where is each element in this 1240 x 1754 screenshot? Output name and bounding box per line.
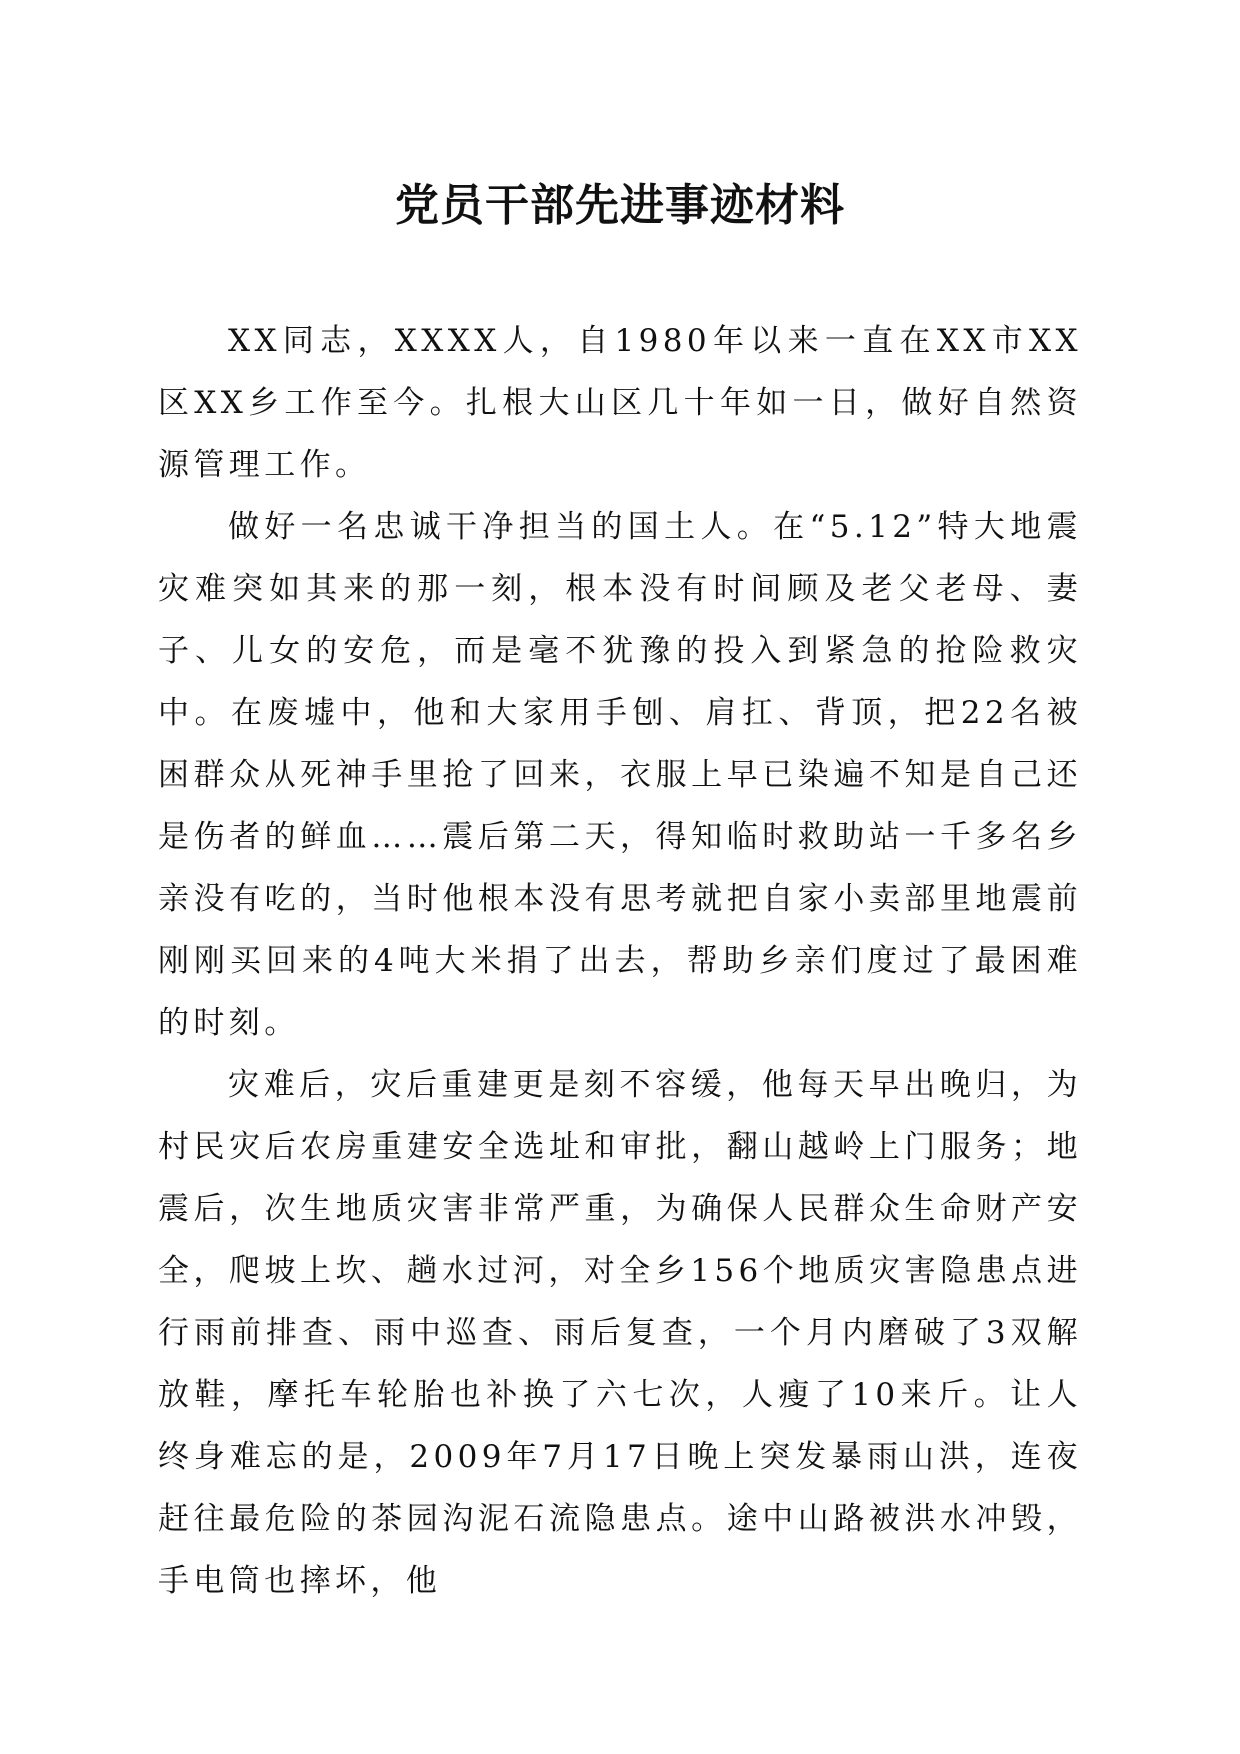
paragraph-reconstruction: 灾难后，灾后重建更是刻不容缓，他每天早出晚归，为村民灾后农房重建安全选址和审批，翻山越岭上门服务；地震后，次生地质灾害非常严重，为确保人民群众生命财产安全，爬坡上坎、趟水过河，对全乡156个地质灾害隐患点进行雨前排查、雨中巡查、雨后复查，一个月内磨破了3双解放鞋，摩托车轮胎也补换了六七次，人瘦了10来斤。让人终身难忘的是，2009年7月17日晚上突发暴雨山洪，连夜赶往最危险的茶园沟泥石流隐患点。途中山路被洪水冲毁，手电筒也摔坏，他 bbox=[158, 1067, 1082, 1599]
document-body bbox=[158, 310, 1082, 1612]
document-title: 党员干部先进事迹材料 bbox=[395, 180, 845, 231]
paragraph-earthquake: 做好一名忠诚干净担当的国土人。在“5.12”特大地震灾难突如其来的那一刻，根本没有时间顾及老父老母、妻子、儿女的安危，而是毫不犹豫的投入到紧急的抢险救灾中。在废墟中，他和大家用手刨、肩扛、背顶，把22名被困群众从死神手里抢了回来，衣服上早已染遍不知是自己还是伤者的鲜血……震后第二天，得知临时救助站一千多名乡亲没有吃的，当时他根本没有思考就把自家小卖部里地震前刚刚买回来的4吨大米捐了出去，帮助乡亲们度过了最困难的时刻。 bbox=[158, 509, 1082, 1041]
paragraph-intro: XX同志，XXXX人，自1980年以来一直在XX市XX区XX乡工作至今。扎根大山区几十年如一日，做好自然资源管理工作。 bbox=[158, 323, 1082, 483]
